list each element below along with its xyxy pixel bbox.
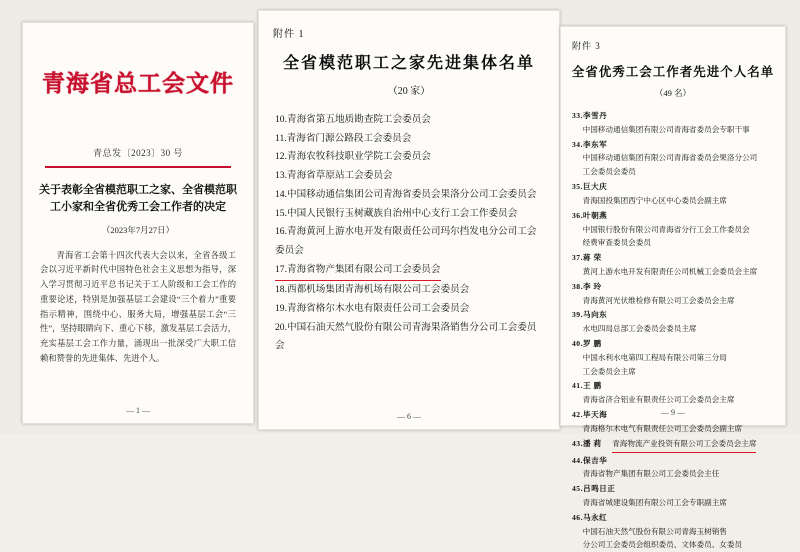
list-item <box>275 130 543 149</box>
person-name: 38.李 玲 <box>572 281 602 291</box>
person-org: 中国移动通信集团有限公司青海省委员会果洛分公司 <box>582 153 758 163</box>
person-org-highlighted: 青海物流产业投资有限公司工会委员会主席 <box>612 437 756 453</box>
list-item-text: 19.青海省格尔木水电有限责任公司工会委员会 <box>275 303 470 315</box>
list-item-text: 11.青海省门源公路段工会委员会 <box>275 132 412 144</box>
document-body-text: 青海省工会第十四次代表大会以来，全省各级工会以习近平新时代中国特色社会主义思想为指导，深入学习贯彻习近平总书记关于工人阶级和工会工作的重要论述，特别是加强基层工会建设“三个着力”重要指示精神，围绕中心、服务大局，增强基层工会“三性”，坚持眼睛向下、重心下移，激发基层工会活力，充实基层工会工作力量，涌现出一批深受广大职工信赖和赞誉的先进集体、先进个人。 <box>40 250 236 363</box>
person-org: 青海省城建设集团有限公司工会专职副主席 <box>582 497 727 507</box>
person-org: 黄河上游水电开发有限责任公司机械工会委员会主席 <box>582 266 758 276</box>
list-item <box>275 111 543 130</box>
person-org: 水电四局总部工会委员会委员主席 <box>582 324 697 334</box>
list-item-text: 18.西都机场集团青海机场有限公司工会委员会 <box>275 284 470 296</box>
document-number: 青总发〔2023〕30 号 <box>93 148 183 158</box>
list-item-subline: 工会委员会 <box>275 321 537 352</box>
right-document-sheet <box>560 26 786 550</box>
person-org: 青海省物产集团有限公司工会委员会主任 <box>582 469 720 479</box>
middle-document-sheet <box>258 10 560 430</box>
person-name: 46.马永红 <box>572 512 608 522</box>
list-item <box>275 186 543 205</box>
person-name: 33.李雪丹 <box>572 111 608 120</box>
list-item <box>572 454 774 482</box>
person-org-line2: 经费审查委员会委员 <box>582 238 651 248</box>
person-org: 中国石油天然气股份有限公司青海玉树销售 <box>582 526 727 536</box>
list-item <box>275 148 543 167</box>
person-org-line2: 工会委员会主席 <box>582 366 636 376</box>
list-item <box>275 205 543 224</box>
list-item <box>275 223 543 260</box>
collective-name-list <box>275 111 543 356</box>
person-org: 青海国投集团西宁中心区中心委员会副主席 <box>582 195 727 205</box>
document-title: 关于表彰全省模范职工之家、全省模范职工小家和全省优秀工会工作者的决定 <box>39 183 237 213</box>
person-name: 35.巨大庆 <box>572 182 608 192</box>
list-item-subline: 工会委员会 <box>275 226 537 256</box>
page-number: — 6 — <box>397 412 421 421</box>
list-item <box>572 180 774 208</box>
list-item <box>572 482 774 510</box>
person-name: 41.王 鹏 <box>572 381 602 391</box>
list-count: （49 名） <box>654 88 692 98</box>
list-item-text: 12.青海农牧科技职业学院工会委员会 <box>275 151 431 163</box>
attachment-label: 附件 3 <box>572 41 601 51</box>
list-item <box>572 280 774 308</box>
list-item-text: 10.青海省第五地质勘查院工会委员会 <box>275 114 431 125</box>
person-name: 39.马向东 <box>572 310 608 320</box>
page-number: — 1 — <box>126 406 150 415</box>
list-item-text: 20.中国石油天然气股份有限公司青海果洛销售分公司 <box>275 321 499 333</box>
list-item <box>572 437 774 453</box>
individual-name-list <box>572 109 774 552</box>
document-date: （2023年7月27日） <box>101 224 175 235</box>
list-item <box>275 281 543 300</box>
person-name: 37.蒋 荣 <box>572 253 602 263</box>
person-name: 40.罗 鹏 <box>572 339 602 348</box>
list-item <box>572 251 774 279</box>
person-org: 中国水利水电第四工程局有限公司第三分局 <box>582 352 727 362</box>
person-name: 34.李东军 <box>572 139 608 149</box>
person-name: 44.保吉华 <box>572 455 608 465</box>
list-item-text: 16.青海黄河上游水电开发有限责任公司玛尔挡发电分公司 <box>275 226 518 238</box>
list-item <box>572 337 774 378</box>
list-item-text: 13.青海省草原站工会委员会 <box>275 170 393 182</box>
red-separator-line <box>45 166 231 168</box>
list-item <box>572 109 774 137</box>
person-org-line2: 分公司工会委员会组织委员、文体委员、女委员 <box>582 540 743 550</box>
person-org: 青海格尔木电气有限责任公司工会委员会副主席 <box>582 423 743 433</box>
list-item-subline: 工会委员会 <box>488 188 537 200</box>
person-org: 青海省济合铝业有限责任公司工会委员会主席 <box>582 395 735 405</box>
list-item <box>572 308 774 336</box>
list-item <box>275 300 543 319</box>
organization-redhead-title: 青海省总工会文件 <box>42 71 234 96</box>
list-item-text: 15.中国人民银行玉树藏族自治州中心支行工会工作委员会 <box>275 207 518 219</box>
list-count: （20 家） <box>387 86 431 97</box>
list-item <box>275 167 543 186</box>
person-name: 43.潘 莉 <box>572 438 602 448</box>
left-document-sheet <box>22 22 254 424</box>
list-item <box>275 261 543 282</box>
list-item <box>572 209 774 250</box>
list-title: 全省优秀工会工作者先进个人名单 <box>571 65 775 79</box>
list-item-text-highlighted: 17.青海省物产集团有限公司工会委员会 <box>275 261 441 282</box>
list-title: 全省模范职工之家先进集体名单 <box>282 55 535 72</box>
page-number: — 9 — <box>661 408 685 417</box>
person-name: 42.毕天海 <box>572 410 608 420</box>
attachment-label: 附件 1 <box>273 29 305 40</box>
person-name: 45.吕鸣日正 <box>572 484 616 494</box>
list-item-text: 14.中国移动通信集团公司青海省委员会果洛分公司 <box>275 188 489 200</box>
list-item <box>572 379 774 407</box>
person-org: 青海黄河光伏维检修有限公司工会委员会主席 <box>582 295 735 305</box>
list-item <box>572 138 774 179</box>
person-org-line2: 工会委员会委员 <box>582 167 636 177</box>
person-org: 中国银行股份有限公司青海省分行工会工作委员会 <box>582 224 750 234</box>
list-item <box>275 319 543 356</box>
list-item <box>572 511 774 552</box>
person-name: 36.叶朝燕 <box>572 210 608 220</box>
person-org: 中国移动通信集团有限公司青海省委员会专职干事 <box>582 124 750 134</box>
